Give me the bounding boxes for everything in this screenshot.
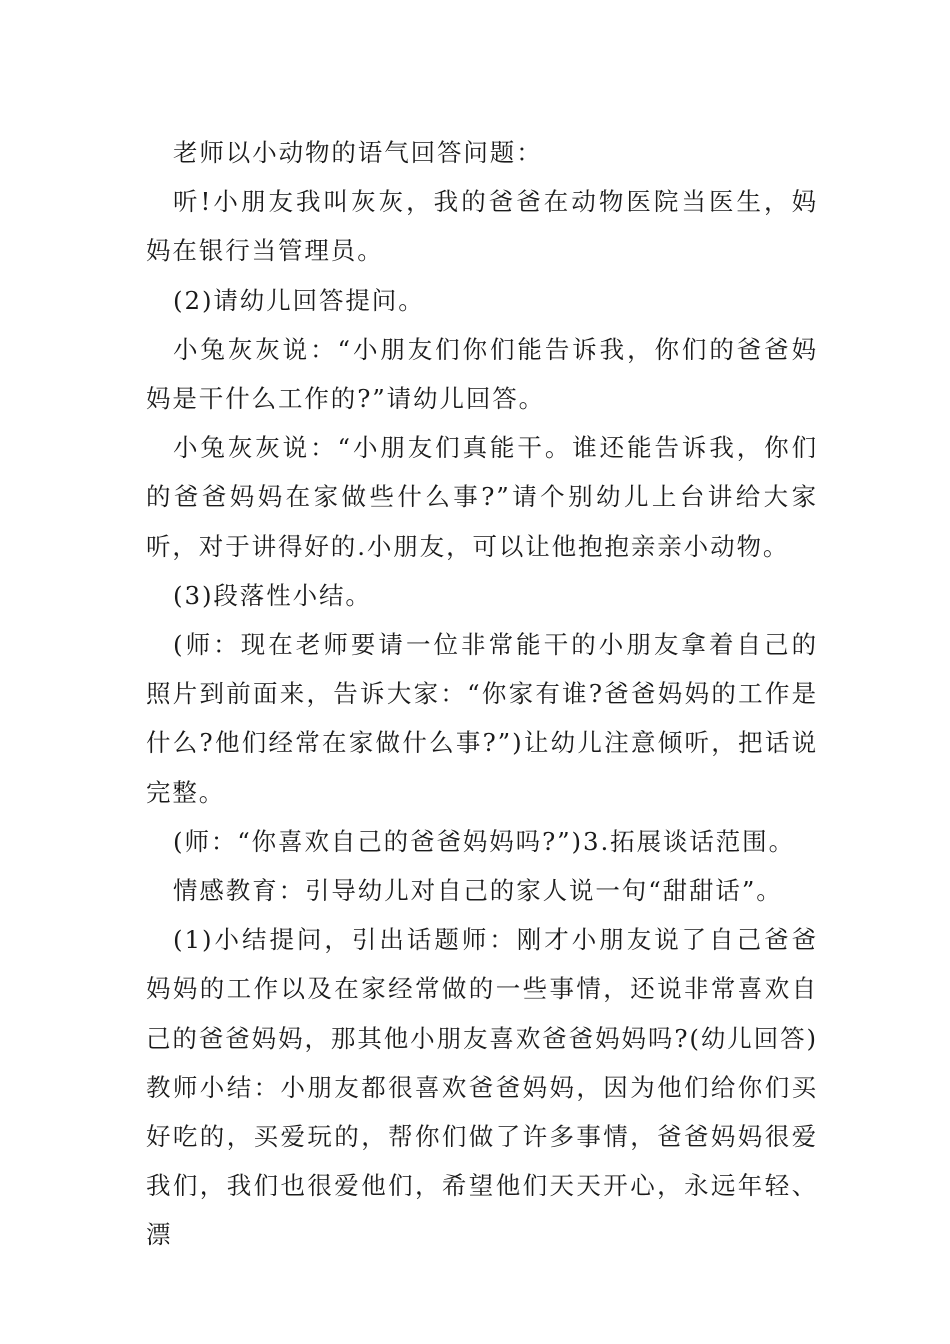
paragraph-4: 小兔灰灰说：“小朋友们你们能告诉我，你们的爸爸妈妈是干什么工作的?”请幼儿回答。 — [146, 334, 818, 414]
paragraph-7: (师：现在老师要请一位非常能干的小朋友拿着自己的照片到前面来，告诉大家：“你家有谁?爸爸妈妈的工作是什么?他们经常在家做什么事?”)让幼儿注意倾听，把话说完整。 — [146, 630, 818, 807]
paragraph-3: (2)请幼儿回答提问。 — [173, 285, 425, 315]
paragraph-5: 小兔灰灰说：“小朋友们真能干。谁还能告诉我，你们的爸爸妈妈在家做些什么事?”请个别幼儿上台讲给大家听，对于讲得好的.小朋友，可以让他抱抱亲亲小动物。 — [146, 433, 818, 561]
paragraph-1: 老师以小动物的语气回答问题： — [173, 138, 543, 167]
paragraph-10: (1)小结提问，引出话题师：刚才小朋友说了自己爸爸妈妈的工作以及在家经常做的一些事情，还说非常喜欢自己的爸爸妈妈，那其他小朋友喜欢爸爸妈妈吗?(幼儿回答)教师小结：小朋友都很喜欢爸爸妈妈，因为他们给你们买好吃的，买爱玩的，帮你们做了许多事情，爸爸妈妈很爱我们，我们也很爱他们，希望他们天天开心，永远年轻、漂 — [146, 925, 818, 1250]
paragraph-8: (师：“你喜欢自己的爸爸妈妈吗?”)3.拓展谈话范围。 — [173, 826, 795, 856]
document-body — [146, 128, 818, 1260]
paragraph-6: (3)段落性小结。 — [173, 580, 372, 610]
paragraph-2: 听!小朋友我叫灰灰，我的爸爸在动物医院当医生，妈妈在银行当管理员。 — [146, 187, 818, 266]
paragraph-9: 情感教育：引导幼儿对自己的家人说一句“甜甜话”。 — [173, 876, 783, 906]
